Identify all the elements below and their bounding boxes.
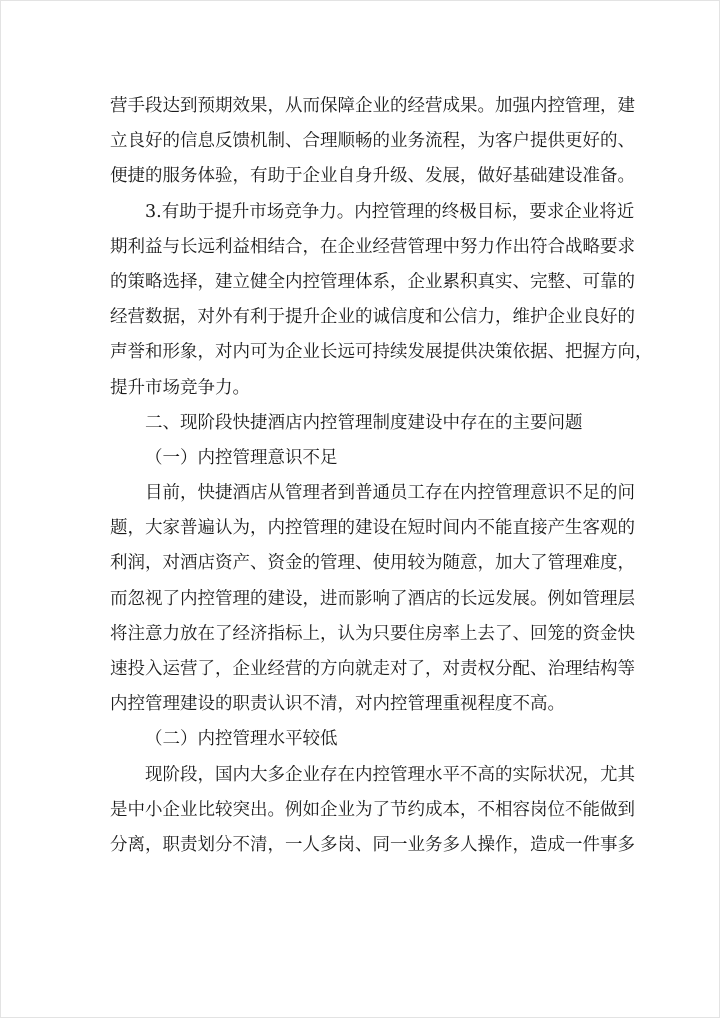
text-line: 题，大家普遍认为，内控管理的建设在短时间内不能直接产生客观的 xyxy=(110,518,635,539)
text-line: 内控管理建设的职责认识不清，对内控管理重视程度不高。 xyxy=(110,694,565,715)
subsection-heading: （一）内控管理意识不足 xyxy=(145,447,338,468)
paragraph-management-level xyxy=(110,758,635,864)
text-line: 声誉和形象，对内可为企业长远可持续发展提供决策依据、把握方向， xyxy=(110,342,653,363)
subsection-heading: （二）内控管理水平较低 xyxy=(145,729,338,750)
document-body xyxy=(110,89,653,863)
text-line: 立良好的信息反馈机制、合理顺畅的业务流程，为客户提供更好的、 xyxy=(110,131,635,152)
text-line: 提升市场竞争力。 xyxy=(110,377,250,398)
subheading-awareness xyxy=(110,441,622,476)
text-line: 目前，快捷酒店从管理者到普通员工存在内控管理意识不足的问 xyxy=(145,483,635,504)
text-line: 经营数据，对外有利于提升企业的诚信度和公信力，维护企业良好的 xyxy=(110,307,635,328)
paragraph-operation-results xyxy=(110,89,635,195)
text-line: 而忽视了内控管理的建设，进而影响了酒店的长远发展。例如管理层 xyxy=(110,588,635,609)
text-line: 期利益与长远利益相结合，在企业经营管理中努力作出符合战略要求 xyxy=(110,236,635,257)
paragraph-awareness xyxy=(110,476,635,722)
text-line: 3.有助于提升市场竞争力。内控管理的终极目标，要求企业将近 xyxy=(145,201,635,222)
text-line: 利润，对酒店资产、资金的管理、使用较为随意，加大了管理难度， xyxy=(110,553,635,574)
text-line: 的策略选择，建立健全内控管理体系，企业累积真实、完整、可靠的 xyxy=(110,271,635,292)
text-line: 现阶段，国内大多企业存在内控管理水平不高的实际状况，尤其 xyxy=(145,764,635,785)
text-line: 分离，职责划分不清，一人多岗、同一业务多人操作，造成一件事多 xyxy=(110,834,635,855)
text-line: 营手段达到预期效果，从而保障企业的经营成果。加强内控管理，建 xyxy=(110,96,635,116)
paragraph-market-competitiveness xyxy=(110,195,653,406)
text-line: 是中小企业比较突出。例如企业为了节约成本，不相容岗位不能做到 xyxy=(110,799,635,820)
text-line: 速投入运营了，企业经营的方向就走对了，对责权分配、治理结构等 xyxy=(110,659,635,679)
subheading-management-level xyxy=(110,722,622,757)
section-heading-main-problems xyxy=(110,406,622,441)
text-line: 便捷的服务体验，有助于企业自身升级、发展，做好基础建设准备。 xyxy=(110,166,635,187)
section-heading: 二、现阶段快捷酒店内控管理制度建设中存在的主要问题 xyxy=(145,412,583,433)
text-line: 将注意力放在了经济指标上，认为只要住房率上去了、回笼的资金快 xyxy=(110,623,635,644)
